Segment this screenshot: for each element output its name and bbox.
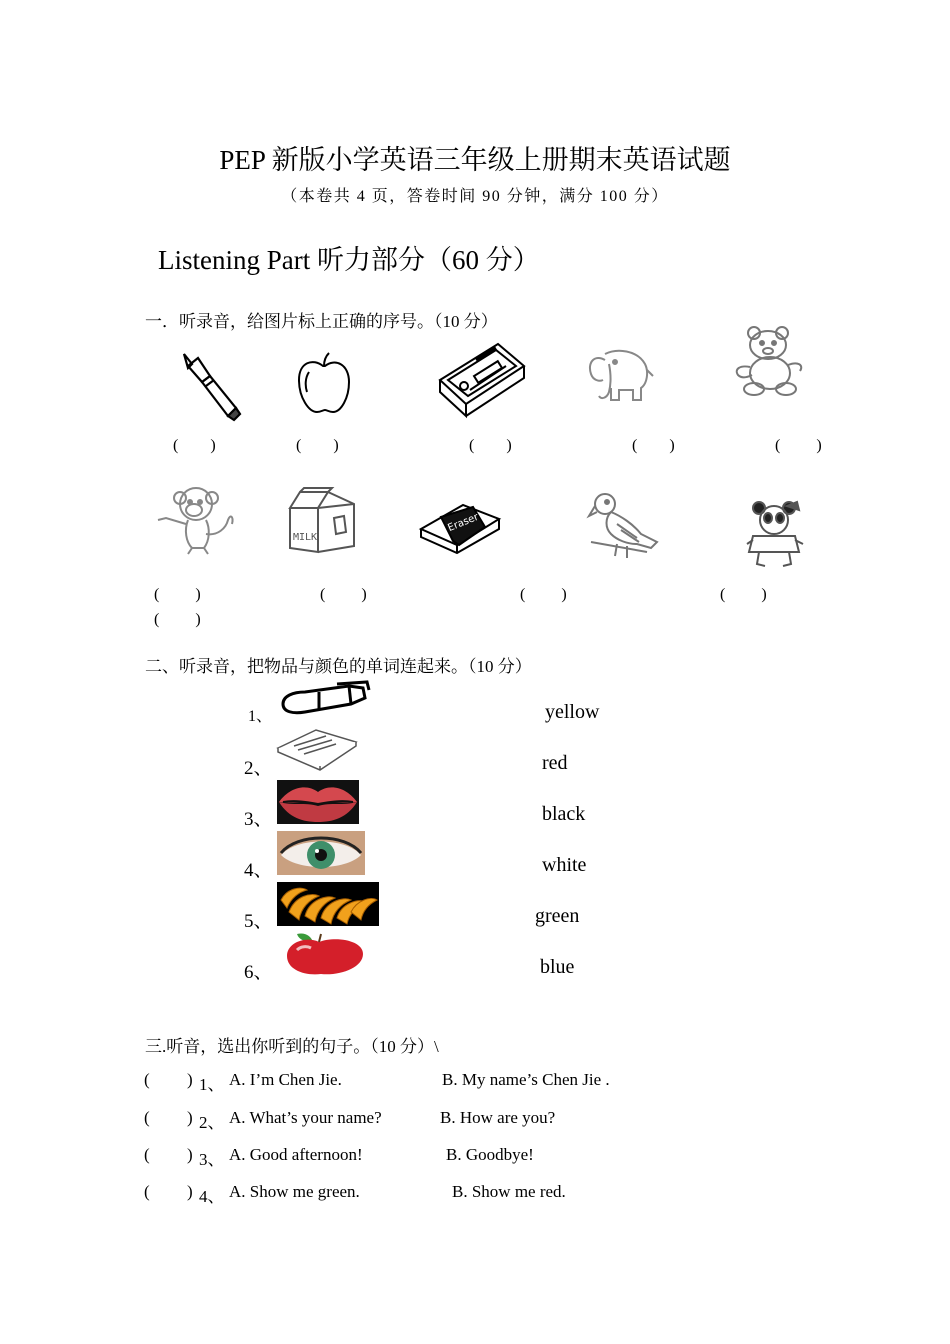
milk-carton-icon: [286, 488, 360, 554]
answer-blank[interactable]: ( ): [720, 586, 767, 603]
answer-blank[interactable]: ( ): [632, 437, 675, 454]
answer-blank-open[interactable]: (: [144, 1145, 150, 1164]
question-number: 3、: [199, 1150, 225, 1169]
eraser-icon: [415, 495, 505, 557]
elephant-icon: [585, 340, 655, 406]
answer-blank[interactable]: ( ): [469, 437, 512, 454]
option-a: A. Good afternoon!: [229, 1145, 363, 1164]
option-b: B. Goodbye!: [446, 1145, 534, 1164]
option-a: A. I’m Chen Jie.: [229, 1070, 342, 1089]
item-number: 1、: [248, 708, 273, 725]
option-b: B. Show me red.: [452, 1182, 566, 1201]
option-b: B. How are you?: [440, 1108, 556, 1127]
color-word: red: [542, 752, 568, 774]
pencil-box-icon: [436, 340, 528, 420]
section1-instruction: 一．听录音，给图片标上正确的序号。（10 分）: [145, 312, 498, 331]
bird-icon: [587, 490, 661, 570]
page-subtitle: （本卷共 4 页，答卷时间 90 分钟，满分 100 分）: [281, 188, 669, 205]
answer-blank[interactable]: ( ): [154, 586, 201, 603]
listening-part-heading: Listening Part 听力部分（60 分）: [158, 245, 540, 275]
item-number: 5、: [244, 911, 273, 932]
question-number: 2、: [199, 1113, 225, 1132]
item-number: 3、: [244, 809, 273, 830]
teddy-bear-icon: [732, 325, 806, 397]
answer-blank-close[interactable]: ): [187, 1145, 193, 1164]
answer-blank[interactable]: ( ): [775, 437, 822, 454]
answer-blank-close[interactable]: ): [187, 1108, 193, 1127]
color-word: yellow: [545, 701, 600, 723]
item-number: 4、: [244, 860, 273, 881]
answer-blank[interactable]: ( ): [173, 437, 216, 454]
section3-instruction: 三.听音，选出你听到的句子。（10 分）\: [145, 1037, 439, 1056]
color-word: white: [542, 854, 587, 876]
option-a: A. What’s your name?: [229, 1108, 382, 1127]
pen-icon: [178, 350, 244, 422]
option-b: B. My name’s Chen Jie .: [442, 1070, 610, 1089]
answer-blank[interactable]: ( ): [296, 437, 339, 454]
answer-blank[interactable]: ( ): [520, 586, 567, 603]
color-word: blue: [540, 956, 575, 978]
item-number: 2、: [244, 758, 273, 779]
panda-icon: [745, 500, 805, 570]
question-number: 4、: [199, 1187, 225, 1206]
apple-icon: [277, 932, 365, 976]
option-a: A. Show me green.: [229, 1182, 360, 1201]
question-number: 1、: [199, 1075, 225, 1094]
monkey-icon: [156, 484, 236, 556]
page-title: PEP 新版小学英语三年级上册期末英语试题: [219, 145, 731, 175]
eraser-label: Eraser: [446, 511, 481, 534]
pen-icon: [279, 680, 371, 720]
color-word: black: [542, 803, 586, 825]
answer-blank-open[interactable]: (: [144, 1070, 150, 1089]
bananas-icon: [277, 882, 379, 926]
milk-label: MILK: [293, 532, 318, 543]
apple-icon: [295, 352, 353, 416]
answer-blank-open[interactable]: (: [144, 1108, 150, 1127]
answer-blank-close[interactable]: ): [187, 1182, 193, 1201]
answer-blank[interactable]: ( ): [154, 611, 201, 628]
section2-instruction: 二、听录音，把物品与颜色的单词连起来。（10 分）: [145, 657, 532, 676]
lips-icon: [277, 780, 359, 824]
eye-icon: [277, 831, 365, 875]
answer-blank-open[interactable]: (: [144, 1182, 150, 1201]
answer-blank-close[interactable]: ): [187, 1070, 193, 1089]
color-word: green: [535, 905, 580, 927]
item-number: 6、: [244, 962, 273, 983]
book-icon: [276, 728, 358, 772]
answer-blank[interactable]: ( ): [320, 586, 367, 603]
